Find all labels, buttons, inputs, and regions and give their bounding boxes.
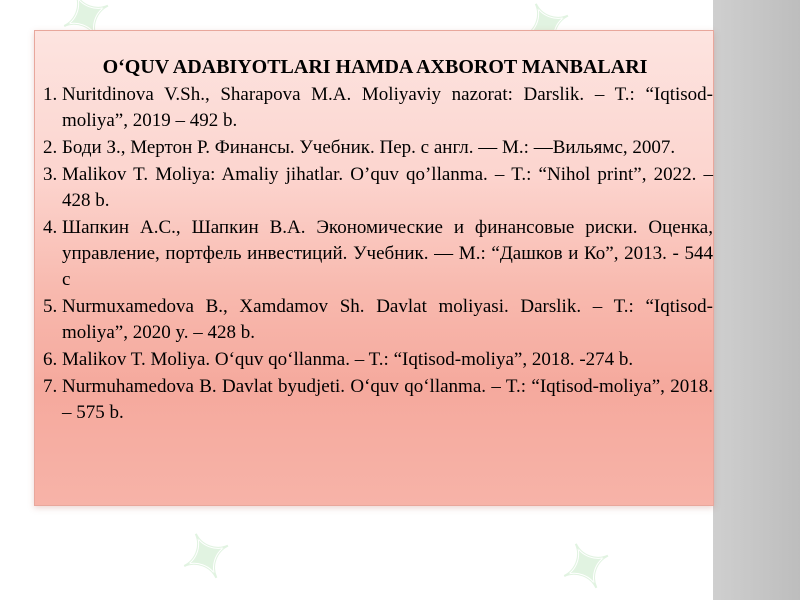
list-item (43, 294, 713, 346)
list-item (43, 135, 713, 161)
page-title: O‘QUV ADABIYOTLARI HAMDA AXBOROT MANBALARI (102, 56, 648, 78)
list-item-number: 4. (43, 217, 58, 238)
watermark-icon: ✦ (167, 513, 247, 602)
list-item-number: 3. (43, 164, 58, 185)
list-item-number: 7. (43, 376, 58, 397)
list-item-text: Malikov T. Moliya. O‘quv qo‘llanma. – T.: “Iqtisod-moliya”, 2018. -274 b. (62, 349, 634, 370)
list-item-number: 6. (43, 349, 58, 370)
list-item-text: Nurmuhamedova B. Davlat byudjeti. O‘quv qo‘llanma. – T.: “Iqtisod-moliya”, 2018. – 575 b. (62, 376, 713, 423)
list-item-text: Шапкин А.С., Шапкин В.А. Экономические и финансовые риски. Оценка, управление, портфель инвестиций. Учебник. — М.: “Дашков и Ко”, 2013. - 544 с (62, 217, 713, 290)
list-item-number: 2. (43, 137, 58, 158)
list-item-text: Nurmuxamedova B., Xamdamov Sh. Davlat moliyasi. Darslik. – T.: “Iqtisod-moliya”, 2020 y. – 428 b. (62, 296, 713, 343)
list-item-number: 5. (43, 296, 58, 317)
list-item (43, 162, 713, 214)
references-card (34, 30, 714, 506)
list-item-text: Malikov T. Moliya: Amaliy jihatlar. O’quv qo’llanma. – T.: “Nihol print”, 2022. – 428 b. (62, 164, 713, 211)
list-item-text: Nuritdinova V.Sh., Sharapova M.A. Moliyaviy nazorat: Darslik. – T.: “Iqtisod-moliya”, 2019 – 492 b. (62, 84, 713, 131)
list-item (43, 374, 713, 426)
list-item-number: 1. (43, 84, 58, 105)
watermark-icon: ✦ (547, 523, 627, 612)
list-item (43, 215, 713, 293)
references-list (43, 82, 713, 427)
list-item-text: Боди З., Мертон Р. Финансы. Учебник. Пер. с англ. — М.: —Вильямс, 2007. (62, 137, 676, 158)
list-item (43, 82, 713, 134)
list-item (43, 347, 713, 373)
right-gray-strip (713, 0, 800, 600)
